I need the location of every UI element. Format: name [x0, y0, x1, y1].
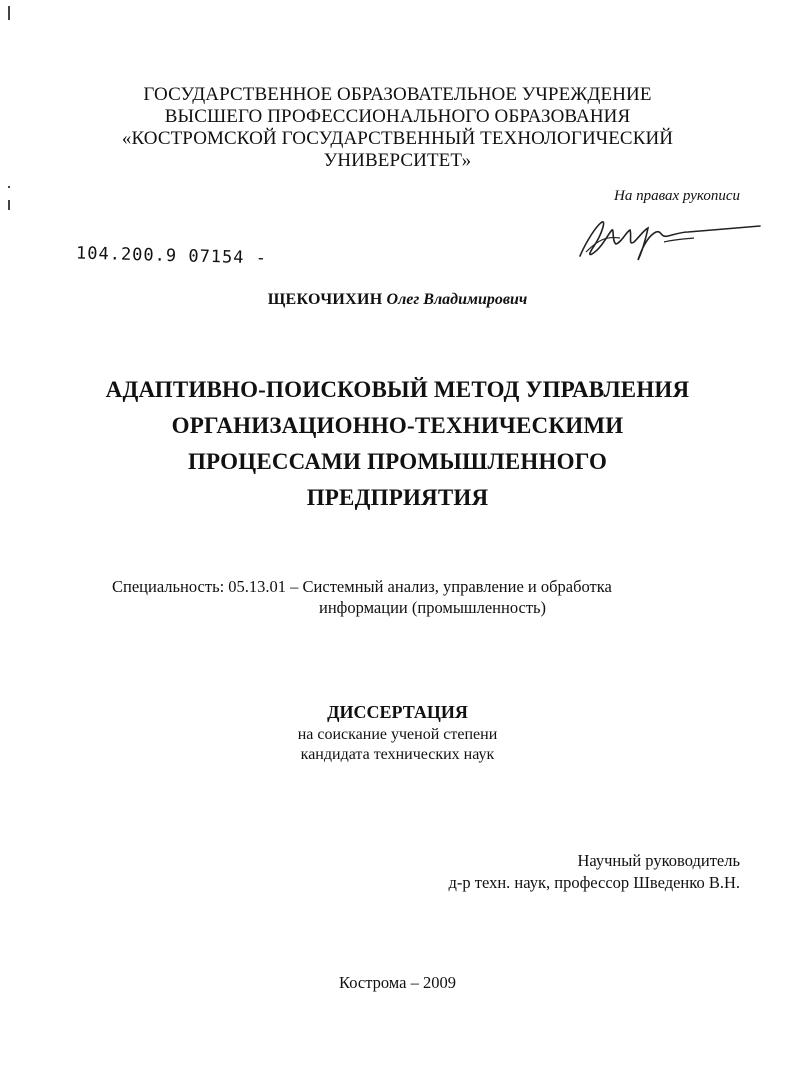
title-line: ПРЕДПРИЯТИЯ [306, 485, 489, 510]
scientific-advisor [449, 850, 741, 894]
title-line: АДАПТИВНО-ПОИСКОВЫЙ МЕТОД УПРАВЛЕНИЯ [105, 377, 690, 402]
signature-image [572, 212, 762, 272]
author-name [0, 291, 795, 309]
dissertation-title [0, 372, 795, 516]
title-line: ОРГАНИЗАЦИОННО-ТЕХНИЧЕСКИМИ [171, 413, 624, 438]
institution-line: УНИВЕРСИТЕТ» [323, 150, 472, 171]
scan-mark [8, 200, 10, 210]
archive-stamp-number: 104.200.9 07154 - [75, 243, 268, 269]
degree-line: на соискание ученой степени [297, 726, 498, 743]
institution-line: ВЫСШЕГО ПРОФЕССИОНАЛЬНОГО ОБРАЗОВАНИЯ [164, 106, 631, 127]
degree-line: кандидата технических наук [300, 746, 495, 763]
institution-line: «КОСТРОМСКОЙ ГОСУДАРСТВЕННЫЙ ТЕХНОЛОГИЧЕСКИЙ [121, 128, 674, 149]
manuscript-note: На правах рукописи [614, 188, 740, 204]
scan-mark [8, 186, 10, 188]
scan-mark [8, 6, 10, 20]
specialty-line: информации (промышленность) [319, 598, 547, 617]
advisor-role: Научный руководитель [577, 851, 740, 870]
author-surname: ЩЕКОЧИХИН [267, 291, 383, 308]
degree-description [0, 725, 795, 765]
advisor-name: д-р техн. наук, профессор Шведенко В.Н. [448, 873, 740, 892]
specialty-line: Специальность: 05.13.01 – Системный анализ, управление и обработка [112, 577, 612, 596]
specialty [112, 576, 612, 618]
institution-header [0, 84, 795, 172]
author-given-names: Олег Владимирович [386, 291, 528, 308]
dissertation-heading: ДИССЕРТАЦИЯ [327, 702, 468, 722]
title-line: ПРОЦЕССАМИ ПРОМЫШЛЕННОГО [187, 449, 608, 474]
city-year: Кострома – 2009 [339, 973, 456, 992]
institution-line: ГОСУДАРСТВЕННОЕ ОБРАЗОВАТЕЛЬНОЕ УЧРЕЖДЕНИЕ [143, 84, 652, 105]
